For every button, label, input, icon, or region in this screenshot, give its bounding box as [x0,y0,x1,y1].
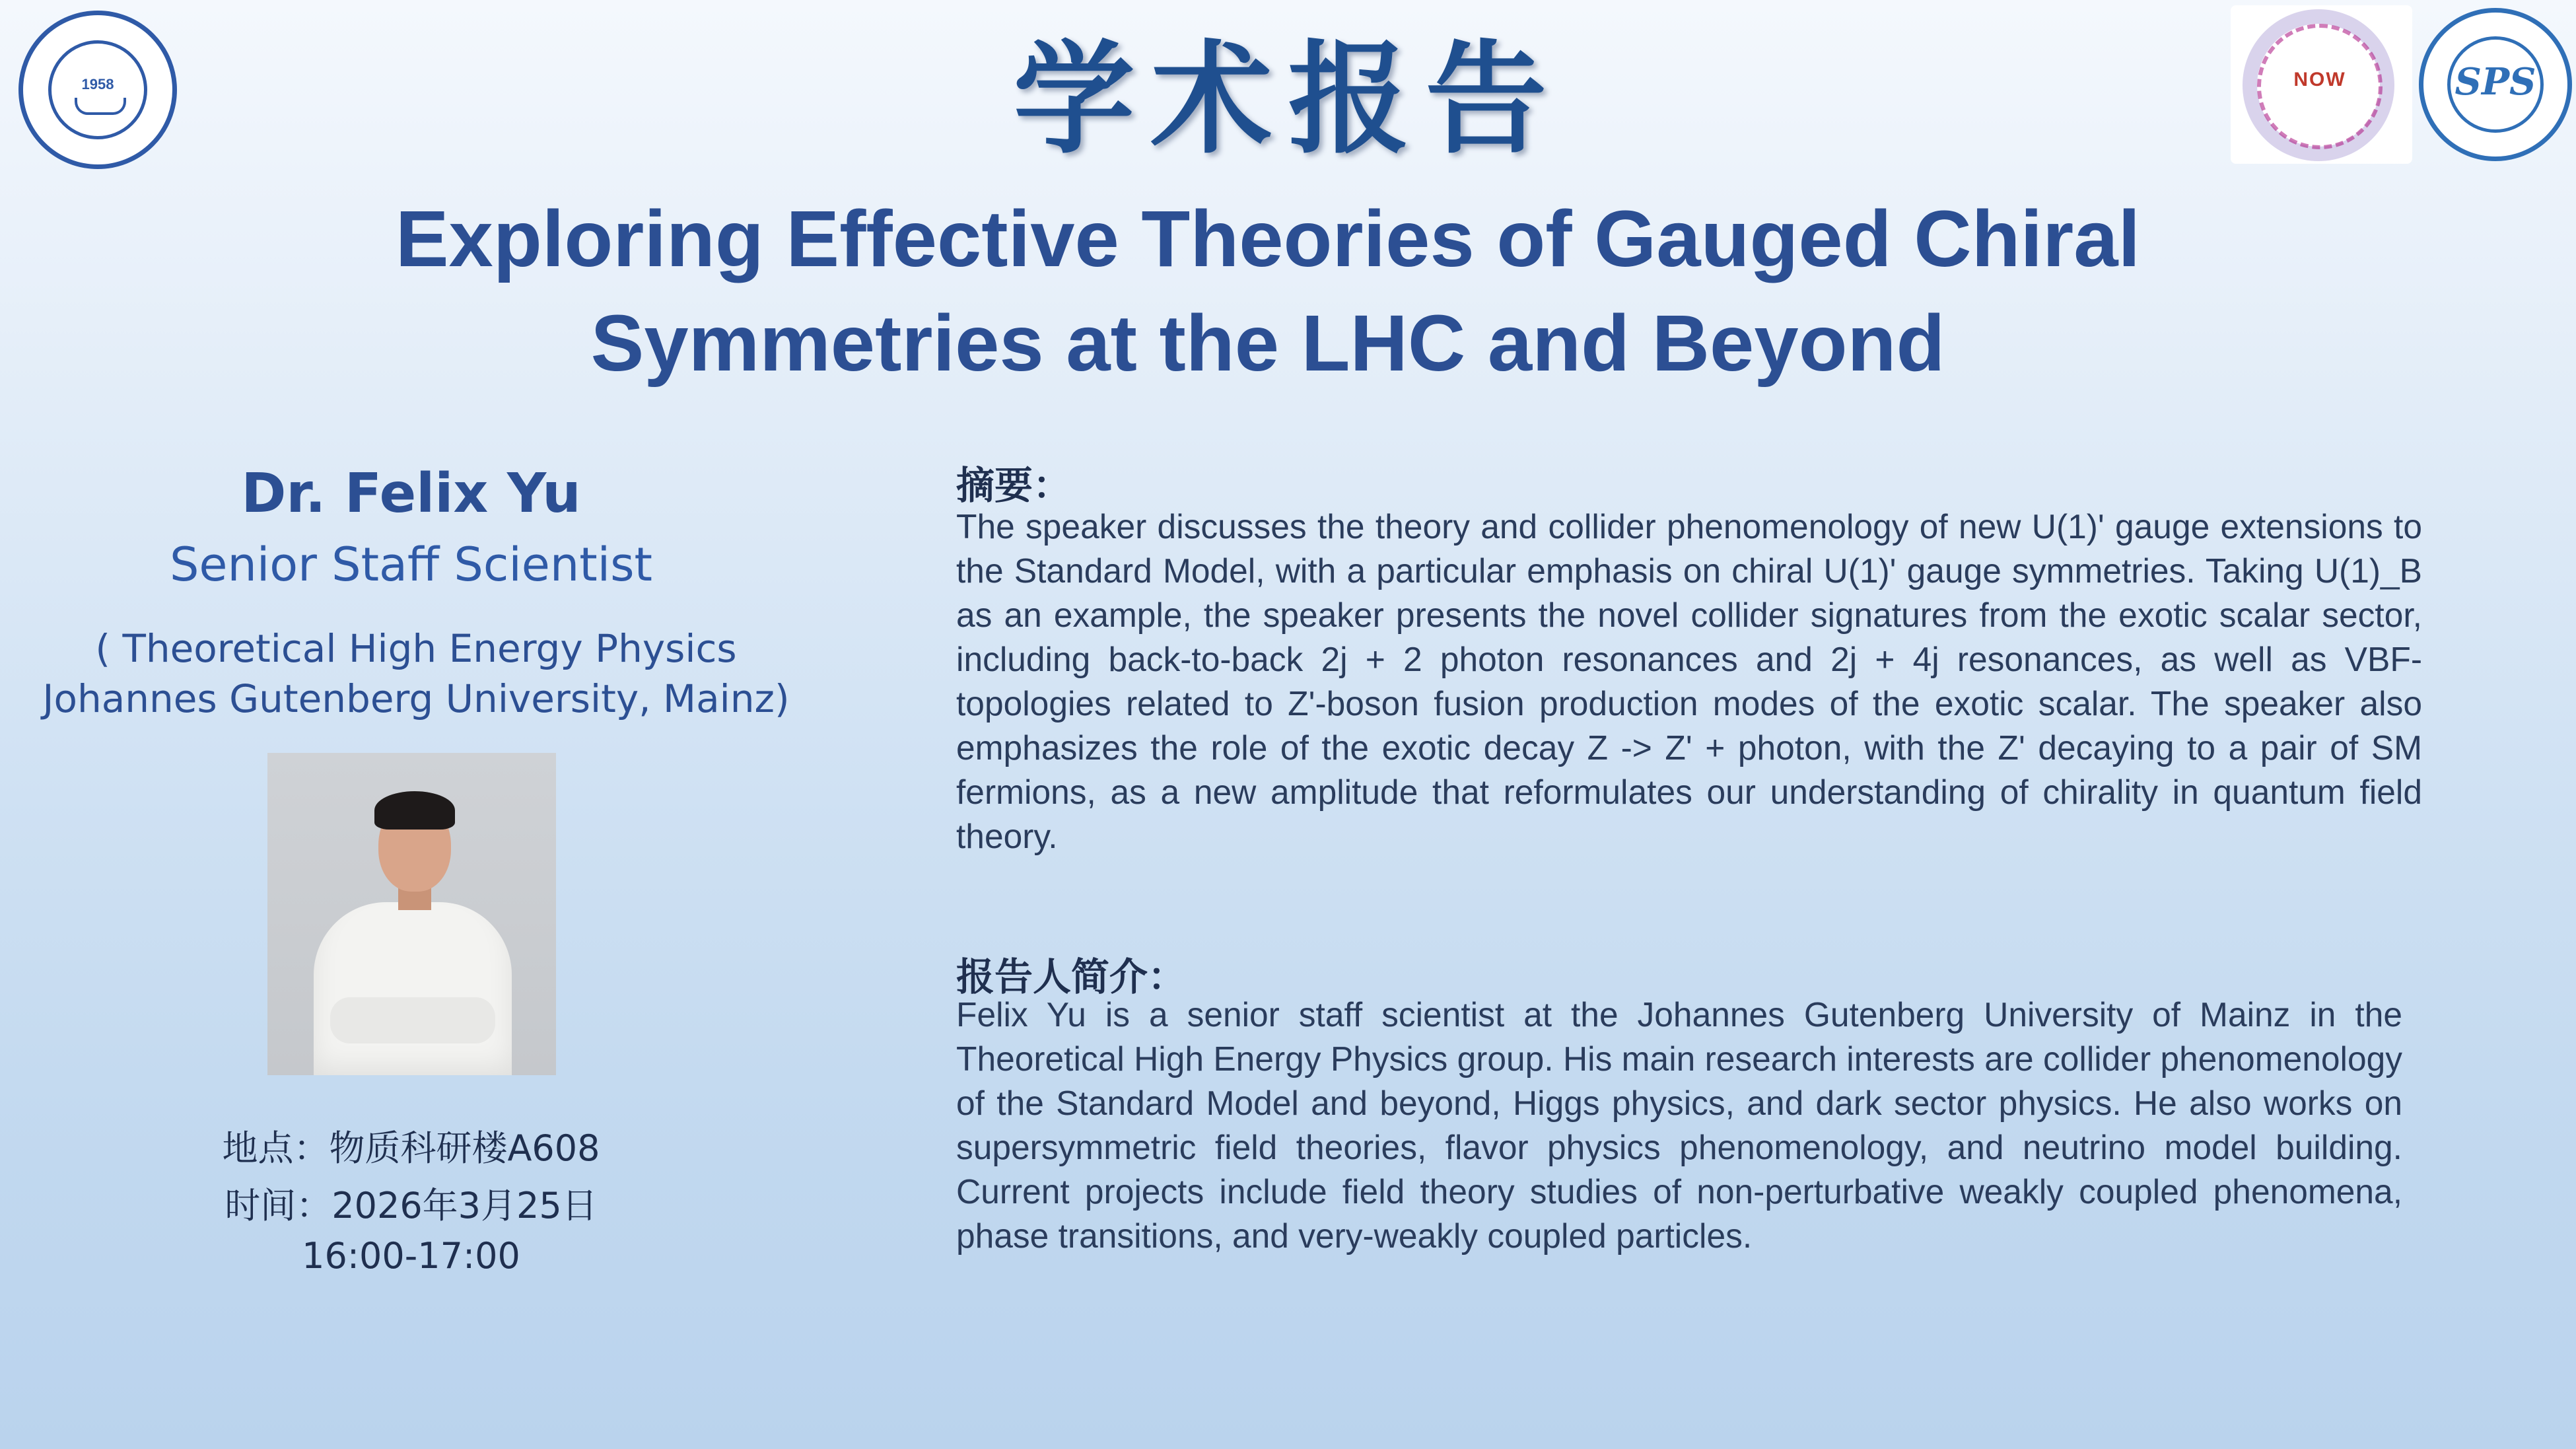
speaker-name: Dr. Felix Yu [241,462,581,525]
abstract-heading: 摘要： [956,463,1072,508]
speaker-affiliation [26,623,806,724]
bio-text: Felix Yu is a senior staff scientist at the Johannes Gutenberg University of Mainz in the Theoretical High Energy Physics group. His main research interests are collider phenomenology of the Standard Model and beyond, Higgs physics, and dark sector physics. He also works on supersymmetric field theories, flavor physics phenomenology, and neutrino model building. Current projects include field theory studies of non-perturbative weakly coupled phenomena, phase transitions, and very-weakly coupled particles. [956,995,2402,1255]
event-date: 时间：2026年3月25日 [225,1185,598,1226]
photo-shirt [314,902,512,1075]
affiliation-line-2: Johannes Gutenberg University, Mainz) [42,676,790,721]
talk-title [218,186,2318,395]
photo-hair [374,791,455,830]
event-time: 16:00-17:00 [302,1235,520,1277]
sps-logo-text: SPS [2454,60,2536,104]
talk-title-line-2: Symmetries at the LHC and Beyond [590,298,1945,388]
speaker-photo [267,753,556,1075]
speaker-title: Senior Staff Scientist [169,538,653,592]
ustc-logo-year: 1958 [81,76,114,92]
affiliation-line-1: ( Theoretical High Energy Physics [95,626,737,671]
event-venue: 地点：物质科研楼A608 [222,1127,600,1169]
innovation-center-logo-text: NOW [2293,69,2346,90]
page-title: 学术报告 [1013,28,1563,170]
abstract-text: The speaker discusses the theory and collider phenomenology of new U(1)' gauge extensions to the Standard Model, with a particular emphasis on chiral U(1)' gauge symmetries. Taking U(1)_B as an example, the speaker presents the novel collider signatures from the exotic scalar sector, including back-to-back 2j + 2 photon resonances and 2j + 4j resonances, as well as VBF-topologies related to Z'-boson fusion production modes of the exotic scalar. The speaker also emphasizes the role of the exotic decay Z -> Z' + photon, with the Z' decaying to a pair of SM fermions, as a new amplitude that reformulates our understanding of chirality in quantum field theory. [956,507,2422,855]
bio-heading: 报告人简介： [956,954,1187,999]
photo-crossed-arms [330,997,495,1043]
talk-title-line-1: Exploring Effective Theories of Gauged Chiral [395,194,2141,283]
